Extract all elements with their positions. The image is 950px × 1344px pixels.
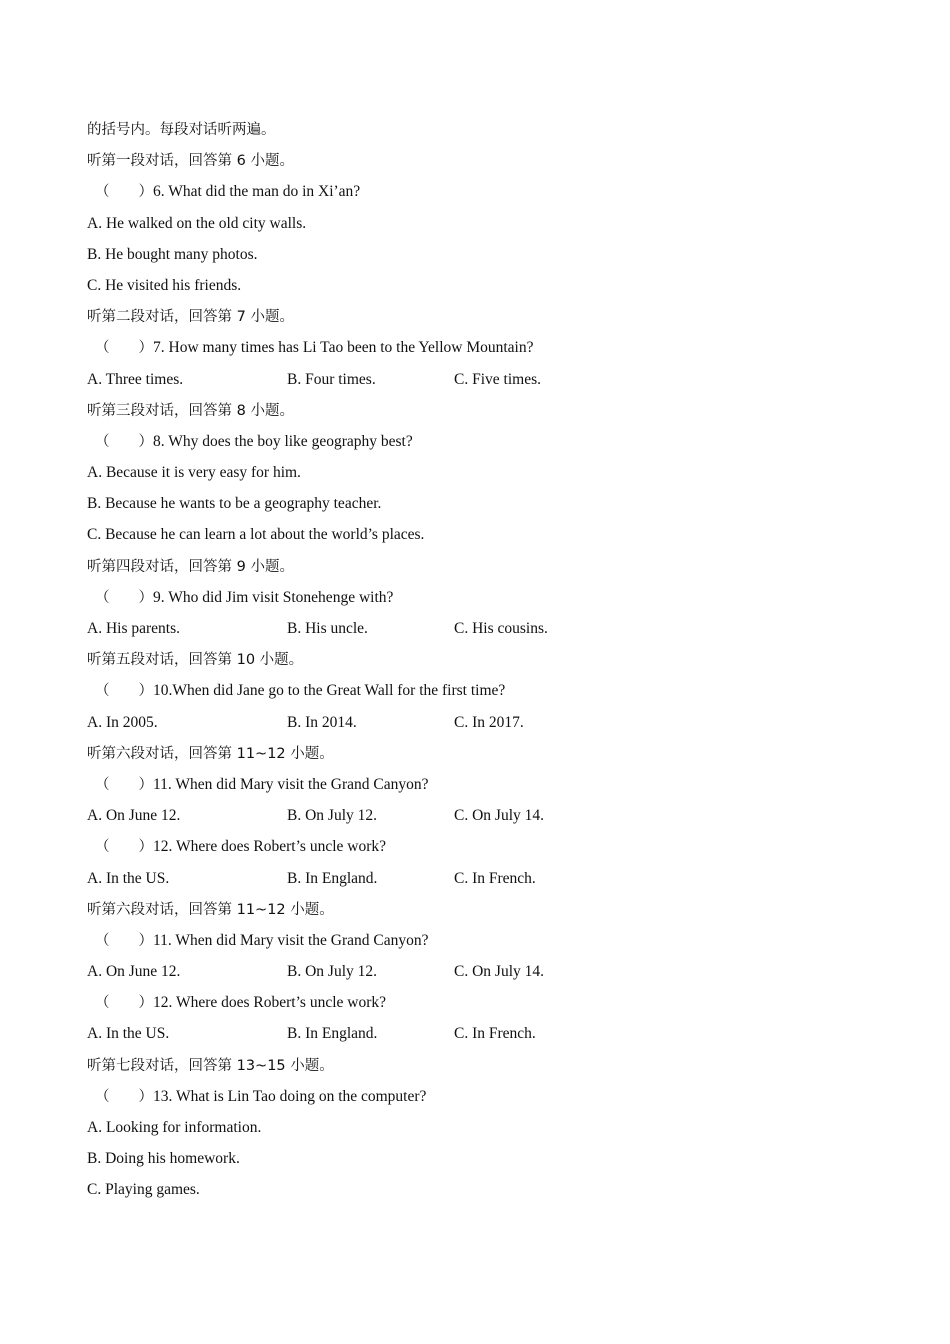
question-8 <box>87 430 887 461</box>
question-text: 7. How many times has Li Tao been to the Yellow Mountain? <box>153 339 534 357</box>
answer-blank: （ ） <box>95 839 153 856</box>
option-c: C. On July 14. <box>454 963 544 981</box>
option-a: A. In the US. <box>87 1025 170 1043</box>
document-page <box>87 118 887 1210</box>
option-line: B. He bought many photos. <box>87 245 258 263</box>
option-b: B. His uncle. <box>287 620 368 637</box>
answer-blank: （ ） <box>95 683 153 700</box>
option-c: C. Five times. <box>454 370 541 388</box>
options-row <box>87 711 887 742</box>
instruction-line: 的括号内。每段对话听两遍。 <box>87 122 276 138</box>
option-a: A. In the US. <box>87 869 170 887</box>
option-c: C. In 2017. <box>454 713 524 731</box>
options-row <box>87 960 887 991</box>
question-9 <box>87 586 887 617</box>
option-line: A. He walked on the old city walls. <box>87 214 307 232</box>
section-heading: 听第一段对话，回答第 6 小题。 <box>87 153 294 170</box>
options-row <box>87 1022 887 1053</box>
question-11 <box>87 773 887 804</box>
option-line: A. Looking for information. <box>87 1119 262 1136</box>
option-line: C. Playing games. <box>87 1181 200 1199</box>
question-7 <box>87 336 887 367</box>
answer-blank: （ ） <box>95 184 153 201</box>
question-text: 11. When did Mary visit the Grand Canyon? <box>153 775 429 793</box>
section-heading: 听第六段对话，回答第 11~12 小题。 <box>87 745 334 762</box>
option-line: B. Because he wants to be a geography teacher. <box>87 495 382 513</box>
question-text: 10.When did Jane go to the Great Wall for the first time? <box>153 682 506 700</box>
option-line: A. Because it is very easy for him. <box>87 464 301 482</box>
question-6 <box>87 180 887 211</box>
option-a: A. On June 12. <box>87 807 181 825</box>
option-c: C. In French. <box>454 1025 536 1043</box>
option-a: A. Three times. <box>87 370 184 388</box>
option-c: C. On July 14. <box>454 807 544 825</box>
question-13 <box>87 1085 887 1116</box>
option-c: C. In French. <box>454 869 536 887</box>
option-b: B. In England. <box>287 1025 378 1043</box>
question-text: 12. Where does Robert’s uncle work? <box>153 838 387 856</box>
question-text: 6. What did the man do in Xi’an? <box>153 183 361 201</box>
section-heading: 听第三段对话，回答第 8 小题。 <box>87 402 294 419</box>
section-heading: 听第二段对话，回答第 7 小题。 <box>87 309 294 326</box>
answer-blank: （ ） <box>95 433 153 450</box>
section-heading: 听第七段对话，回答第 13~15 小题。 <box>87 1057 334 1074</box>
option-line: C. He visited his friends. <box>87 276 242 294</box>
section-heading: 听第四段对话，回答第 9 小题。 <box>87 558 294 575</box>
option-c: C. His cousins. <box>454 620 548 637</box>
answer-blank: （ ） <box>95 589 153 606</box>
answer-blank: （ ） <box>95 776 153 793</box>
answer-blank: （ ） <box>95 1088 153 1105</box>
option-b: B. In 2014. <box>287 713 357 731</box>
question-text: 9. Who did Jim visit Stonehenge with? <box>153 588 394 606</box>
options-row <box>87 368 887 399</box>
section-heading: 听第六段对话，回答第 11~12 小题。 <box>87 901 334 918</box>
option-b: B. On July 12. <box>287 807 377 825</box>
answer-blank: （ ） <box>95 995 153 1012</box>
option-a: A. His parents. <box>87 620 180 637</box>
answer-blank: （ ） <box>95 340 153 357</box>
answer-blank: （ ） <box>95 932 153 949</box>
question-text: 8. Why does the boy like geography best? <box>153 432 413 450</box>
option-b: B. In England. <box>287 869 378 887</box>
option-line: B. Doing his homework. <box>87 1150 240 1168</box>
option-a: A. On June 12. <box>87 963 181 981</box>
question-10 <box>87 679 887 710</box>
question-text: 13. What is Lin Tao doing on the computer? <box>153 1087 427 1105</box>
option-a: A. In 2005. <box>87 713 158 731</box>
question-text: 11. When did Mary visit the Grand Canyon? <box>153 931 429 949</box>
question-12 <box>87 835 887 866</box>
option-line: C. Because he can learn a lot about the world’s places. <box>87 526 425 544</box>
option-b: B. Four times. <box>287 370 376 388</box>
section-heading: 听第五段对话，回答第 10 小题。 <box>87 652 304 669</box>
options-row <box>87 617 887 648</box>
options-row <box>87 867 887 898</box>
option-b: B. On July 12. <box>287 963 377 981</box>
options-row <box>87 804 887 835</box>
question-11-repeat <box>87 929 887 960</box>
question-text: 12. Where does Robert’s uncle work? <box>153 994 387 1012</box>
question-12-repeat <box>87 991 887 1022</box>
